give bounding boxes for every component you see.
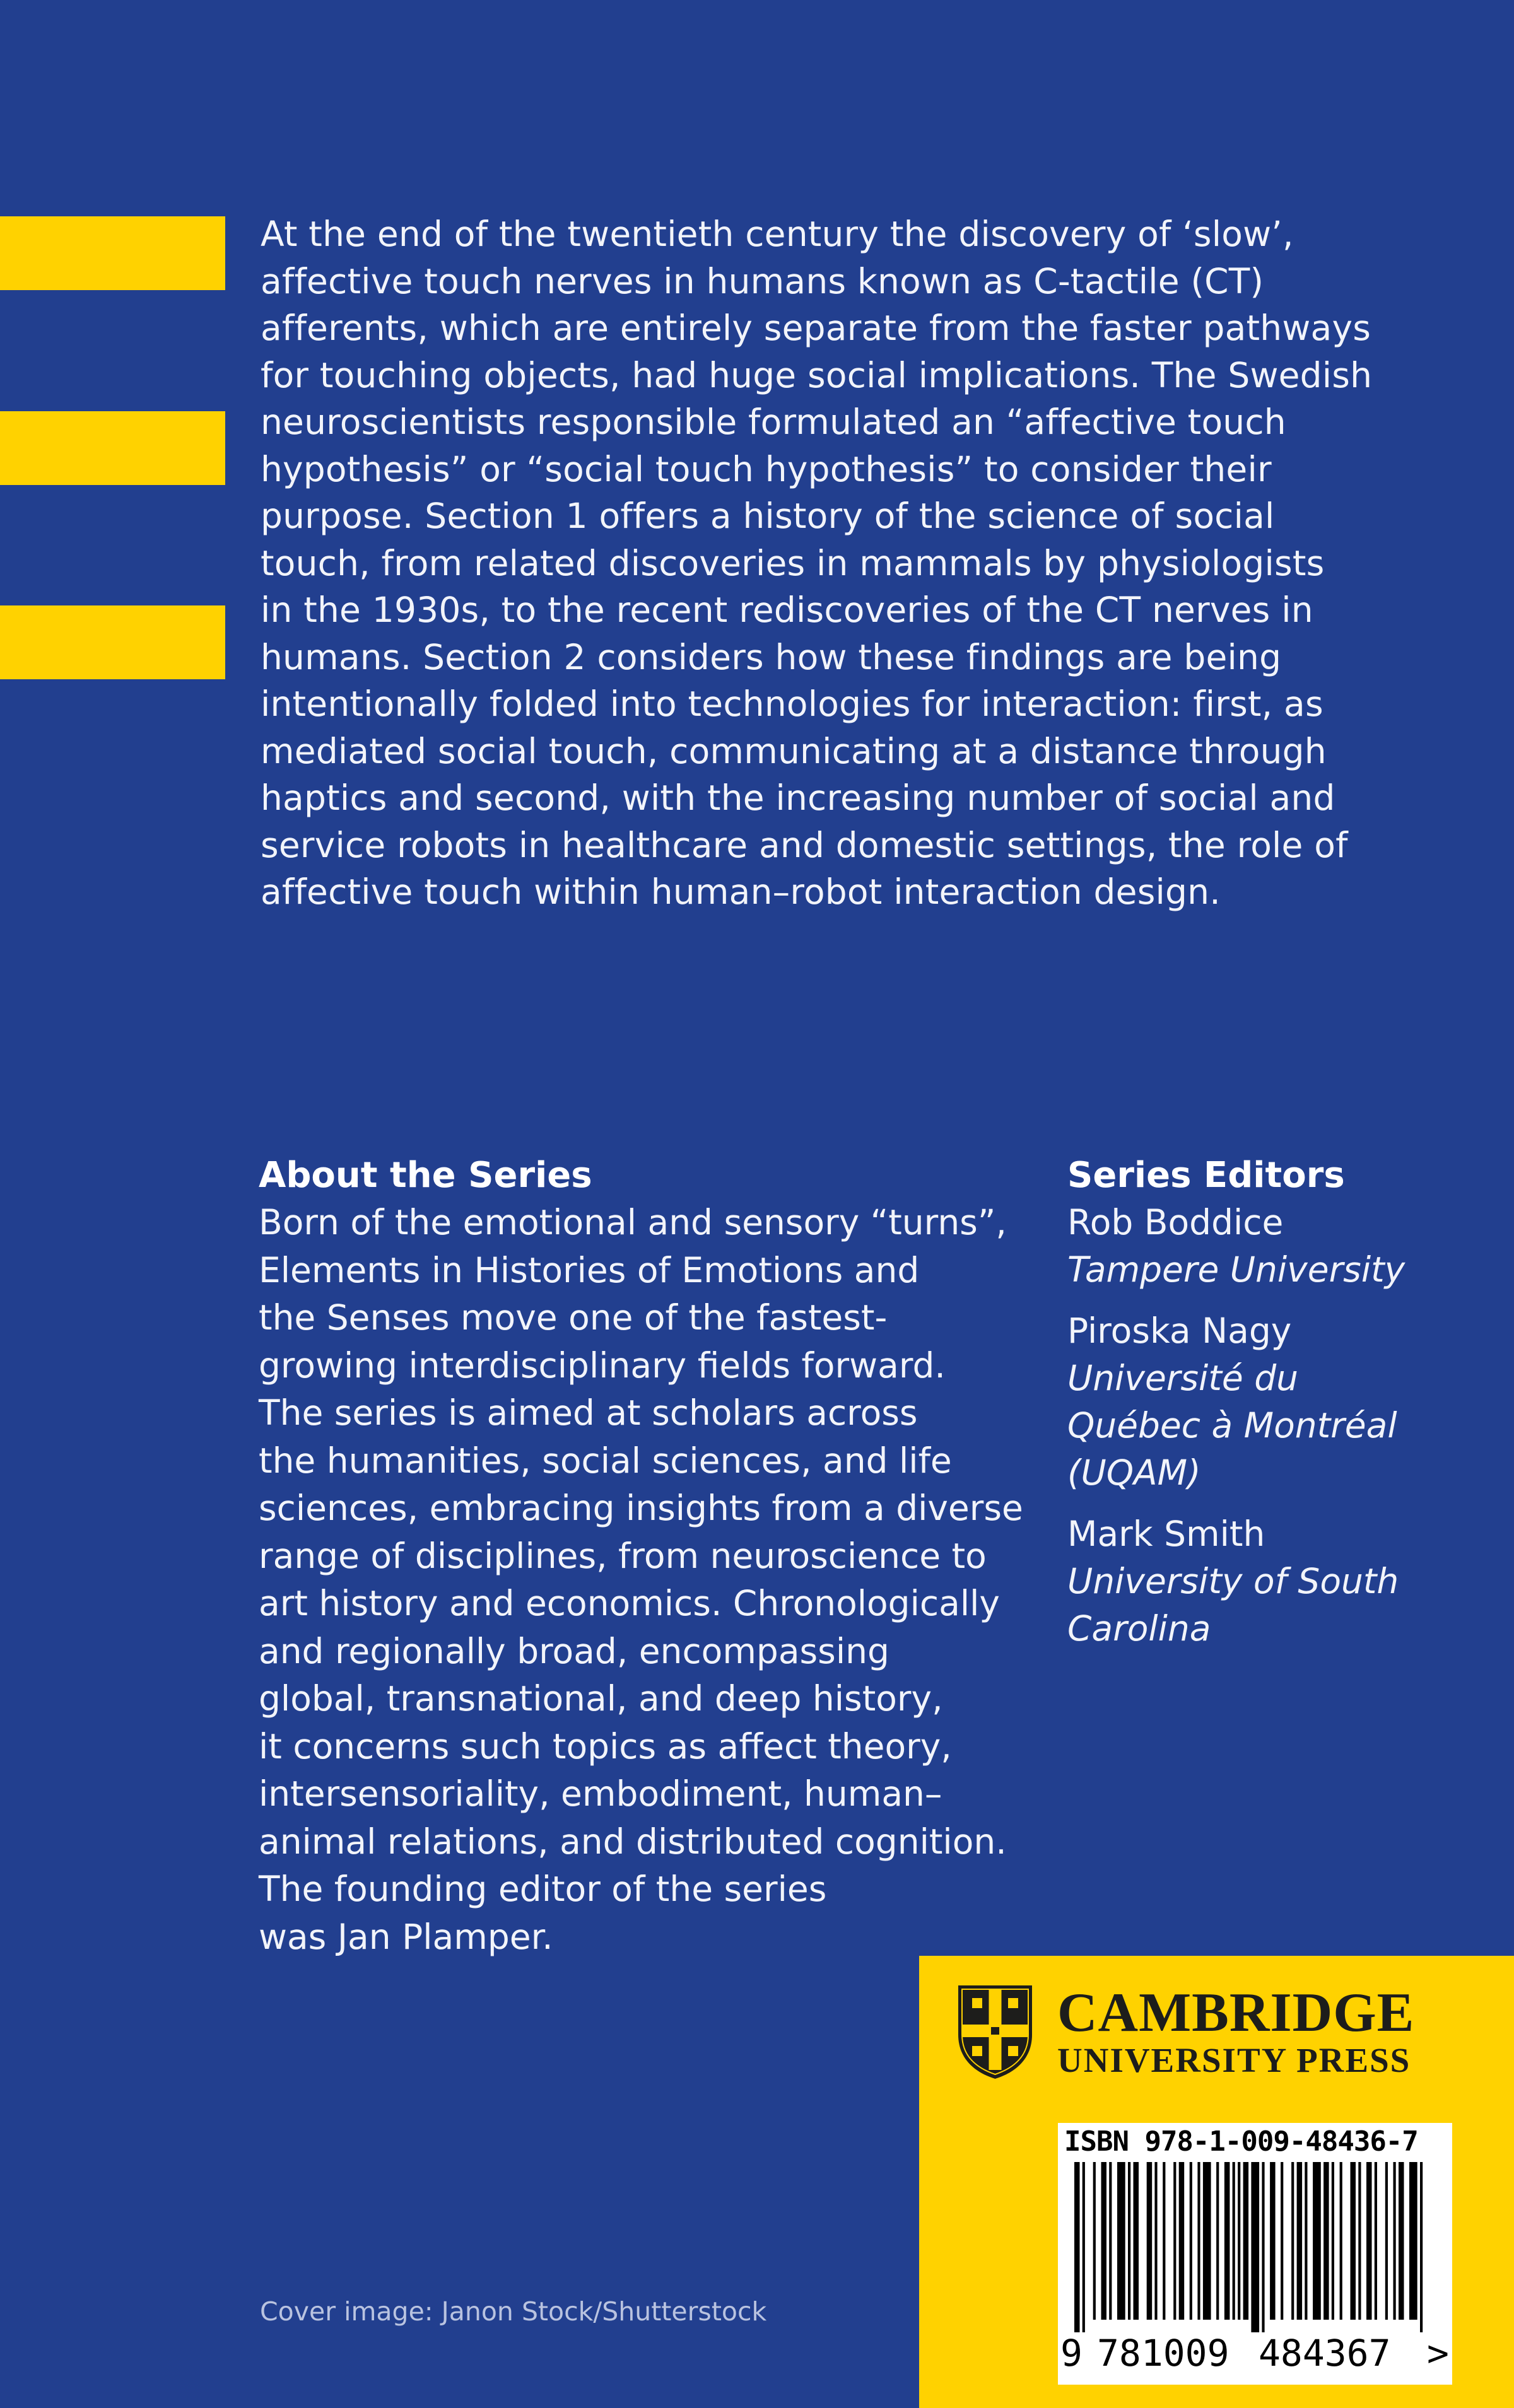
about-line: The founding editor of the series xyxy=(259,1869,827,1909)
about-line: was Jan Plamper. xyxy=(259,1916,553,1957)
barcode-bar xyxy=(1340,2162,1342,2320)
about-line: intersensoriality, embodiment, human– xyxy=(259,1774,942,1814)
editor-name: Mark Smith xyxy=(1067,1514,1265,1554)
barcode-arrow: > xyxy=(1427,2332,1449,2375)
description-line: affective touch nerves in humans known as C-tactile (CT) xyxy=(261,260,1264,301)
affiliation-line: (UQAM) xyxy=(1067,1452,1201,1493)
editor-affiliation xyxy=(1067,1355,1471,1497)
barcode-bar xyxy=(1197,2162,1200,2320)
description-line: service robots in healthcare and domestic settings, the role of xyxy=(261,824,1348,865)
about-line: art history and economics. Chronologically xyxy=(259,1583,1000,1623)
yellow-accent-stripe xyxy=(0,605,225,679)
isbn-label: ISBN 978-1-009-48436-7 xyxy=(1064,2125,1418,2158)
barcode-bar xyxy=(1243,2162,1249,2320)
editors-heading: Series Editors xyxy=(1067,1155,1345,1196)
publisher-panel xyxy=(919,1956,1514,2408)
affiliation-line: Université du xyxy=(1067,1358,1298,1398)
editor-affiliation xyxy=(1067,1558,1471,1652)
barcode-bar xyxy=(1313,2162,1321,2320)
affiliation-line: Carolina xyxy=(1067,1608,1211,1649)
description-line: neuroscientists responsible formulated an “affective touch xyxy=(261,402,1286,442)
barcode-bar xyxy=(1366,2162,1372,2320)
barcode-digit-lead: 9 xyxy=(1060,2332,1083,2375)
barcode-bar xyxy=(1409,2162,1417,2320)
barcode-bar xyxy=(1420,2162,1423,2332)
barcode-bar xyxy=(1173,2162,1176,2320)
description-line: intentionally folded into technologies for interaction: first, as xyxy=(261,684,1323,724)
barcode-bar xyxy=(1134,2162,1139,2320)
barcode-bar xyxy=(1297,2162,1303,2320)
about-line: the humanities, social sciences, and life xyxy=(259,1440,952,1481)
about-line: the Senses move one of the fastest- xyxy=(259,1297,888,1338)
about-heading: About the Series xyxy=(259,1155,592,1196)
editor-entry xyxy=(1067,1307,1471,1497)
description-line: mediated social touch, communicating at a distance through xyxy=(261,730,1327,771)
affiliation-line: Tampere University xyxy=(1067,1249,1405,1290)
barcode-bar xyxy=(1399,2162,1404,2320)
book-description xyxy=(261,211,1447,916)
editor-name: Rob Boddice xyxy=(1067,1202,1284,1242)
barcode-digits-left: 781009 xyxy=(1097,2332,1229,2375)
about-line: global, transnational, and deep history, xyxy=(259,1678,943,1719)
barcode-digits-right: 484367 xyxy=(1259,2332,1391,2375)
barcode-bar xyxy=(1163,2162,1165,2320)
barcode-bar xyxy=(1083,2162,1085,2332)
yellow-accent-stripe xyxy=(0,411,225,485)
description-line: in the 1930s, to the recent rediscoveries of the CT nerves in xyxy=(261,590,1313,630)
barcode-bar xyxy=(1251,2162,1259,2332)
series-editors xyxy=(1067,1152,1471,1666)
barcode-bar xyxy=(1323,2162,1329,2320)
about-line: Elements in Histories of Emotions and xyxy=(259,1249,920,1290)
barcode-bar xyxy=(1270,2162,1276,2320)
about-line: animal relations, and distributed cognition. xyxy=(259,1821,1007,1862)
publisher-logo xyxy=(956,1983,1479,2081)
description-line: At the end of the twentieth century the discovery of ‘slow’, xyxy=(261,214,1294,254)
about-line: and regionally broad, encompassing xyxy=(259,1630,889,1671)
barcode-bar xyxy=(1154,2162,1157,2320)
about-line: range of disciplines, from neuroscience to xyxy=(259,1535,987,1576)
description-line: afferents, which are entirely separate from the faster pathways xyxy=(261,308,1371,348)
editor-name: Piroska Nagy xyxy=(1067,1311,1292,1351)
editor-entry xyxy=(1067,1199,1471,1294)
about-line: sciences, embracing insights from a diverse xyxy=(259,1488,1023,1528)
about-line: growing interdisciplinary fields forward. xyxy=(259,1345,946,1386)
description-line: affective touch within human–robot interaction design. xyxy=(261,872,1221,912)
about-the-series xyxy=(259,1152,1041,1961)
barcode-bar xyxy=(1190,2162,1192,2320)
description-line: haptics and second, with the increasing number of social and xyxy=(261,778,1335,818)
about-line: The series is aimed at scholars across xyxy=(259,1393,918,1433)
barcode-bar xyxy=(1291,2162,1294,2320)
editor-affiliation xyxy=(1067,1246,1471,1294)
editor-entry xyxy=(1067,1511,1471,1652)
affiliation-line: University of South xyxy=(1067,1561,1399,1601)
about-line: it concerns such topics as affect theory, xyxy=(259,1726,952,1767)
publisher-name-line2: UNIVERSITY PRESS xyxy=(1057,2041,1411,2079)
barcode-bar xyxy=(1233,2162,1235,2320)
barcode-bar xyxy=(1203,2162,1211,2320)
barcode-bar xyxy=(1262,2162,1264,2332)
barcode-bar xyxy=(1332,2162,1334,2320)
barcode-bar xyxy=(1394,2162,1396,2320)
publisher-name-line1: CAMBRIDGE xyxy=(1057,1982,1415,2043)
barcode-bar xyxy=(1101,2162,1107,2320)
publisher-name xyxy=(1057,1982,1415,2080)
isbn-barcode xyxy=(1058,2123,1452,2385)
barcode-bar xyxy=(1375,2162,1377,2320)
barcode-bar xyxy=(1074,2162,1080,2332)
cover-image-credit: Cover image: Janon Stock/Shutterstock xyxy=(260,2296,767,2327)
barcode-bar xyxy=(1128,2162,1130,2320)
barcode-bar xyxy=(1093,2162,1096,2320)
barcode-bar xyxy=(1281,2162,1283,2320)
description-line: hypothesis” or “social touch hypothesis” to consider their xyxy=(261,448,1272,489)
barcode-bar xyxy=(1216,2162,1219,2320)
barcode-bar xyxy=(1179,2162,1185,2320)
description-line: for touching objects, had huge social implications. The Swedish xyxy=(261,354,1373,395)
barcode-bar xyxy=(1238,2162,1240,2320)
barcode-bar xyxy=(1305,2162,1307,2320)
yellow-accent-stripe xyxy=(0,216,225,290)
description-line: purpose. Section 1 offers a history of the science of social xyxy=(261,496,1275,536)
description-line: humans. Section 2 considers how these findings are being xyxy=(261,636,1282,677)
barcode-bar xyxy=(1109,2162,1112,2320)
barcode-bars xyxy=(1065,2162,1444,2332)
barcode-bar xyxy=(1351,2162,1356,2320)
barcode-bar xyxy=(1224,2162,1230,2320)
description-line: touch, from related discoveries in mammals by physiologists xyxy=(261,542,1325,583)
barcode-bar xyxy=(1358,2162,1361,2320)
affiliation-line: Québec à Montréal xyxy=(1067,1405,1397,1446)
cambridge-crest-icon xyxy=(956,1983,1035,2081)
barcode-bar xyxy=(1385,2162,1388,2320)
barcode-bar xyxy=(1117,2162,1125,2320)
about-line: Born of the emotional and sensory “turns”, xyxy=(259,1202,1007,1242)
barcode-bar xyxy=(1147,2162,1153,2320)
